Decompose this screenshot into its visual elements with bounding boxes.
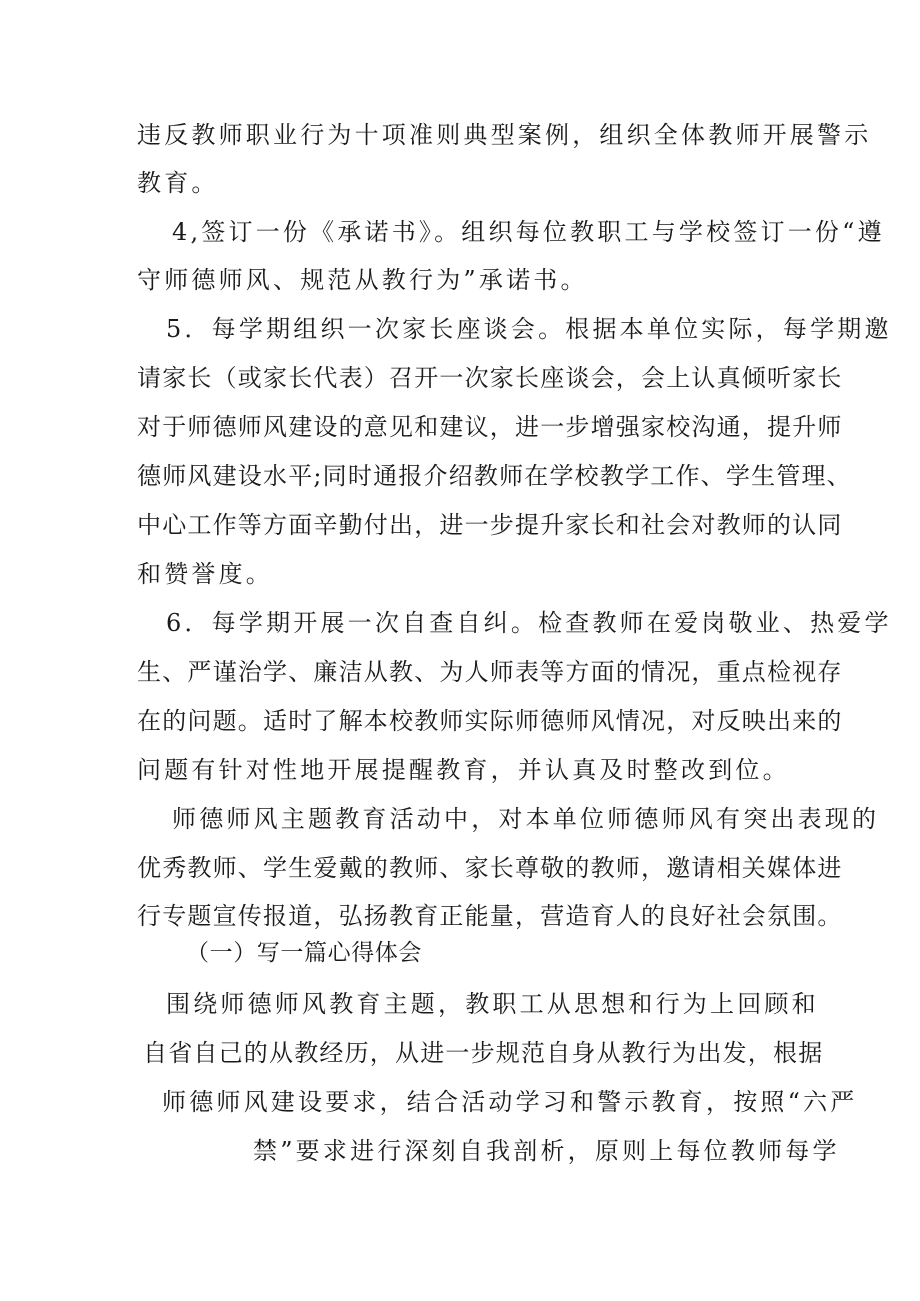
text-line: 在的问题。适时了解本校教师实际师德师风情况，对反映出来的 bbox=[137, 707, 843, 735]
text-line: 教育。 bbox=[137, 169, 219, 197]
text-line: 围绕师德师风教育主题，教职工从思想和行为上回顾和 bbox=[166, 990, 819, 1018]
text-line: 行专题宣传报道，弘扬教育正能量，营造育人的良好社会氛围。 bbox=[137, 902, 843, 930]
text-line: 师德师风建设要求，结合活动学习和警示教育，按照“六严 bbox=[162, 1088, 858, 1116]
text-line: 4,签订一份《承诺书》。组织每位教职工与学校签订一份“遵 bbox=[172, 218, 885, 246]
text-line: 6．每学期开展一次自查自纠。检查教师在爱岗敬业、热爱学 bbox=[166, 609, 892, 637]
text-line: 德师风建设水平;同时通报介绍教师在学校教学工作、学生管理、 bbox=[137, 462, 852, 490]
text-line: 问题有针对性地开展提醒教育，并认真及时整改到位。 bbox=[137, 756, 790, 784]
text-line: 守师德师风、规范从教行为”承诺书。 bbox=[137, 266, 588, 294]
text-line: 师德师风主题教育活动中，对本单位师德师风有突出表现的 bbox=[172, 805, 880, 833]
text-line: 违反教师职业行为十项准则典型案例，组织全体教师开展警示 bbox=[137, 121, 872, 149]
text-line: 5．每学期组织一次家长座谈会。根据本单位实际，每学期邀 bbox=[166, 315, 892, 343]
text-line: 生、严谨治学、廉洁从教、为人师表等方面的情况，重点检视存 bbox=[137, 658, 843, 686]
text-line: 对于师德师风建设的意见和建议，进一步增强家校沟通，提升师 bbox=[137, 413, 843, 441]
text-line: 和赞誉度。 bbox=[137, 560, 273, 588]
text-line: 优秀教师、学生爱戴的教师、家长尊敬的教师，邀请相关媒体进 bbox=[137, 854, 843, 882]
text-line: 自省自己的从教经历，从进一步规范自身从教行为出发，根据 bbox=[143, 1039, 824, 1067]
text-line: 中心工作等方面辛勤付出，进一步提升家长和社会对教师的认同 bbox=[137, 511, 843, 539]
text-line: 请家长（或家长代表）召开一次家长座谈会，会上认真倾听家长 bbox=[137, 364, 843, 392]
section-heading: （一）写一篇心得体会 bbox=[186, 940, 422, 966]
text-line: 禁”要求进行深刻自我剖析，原则上每位教师每学 bbox=[253, 1137, 840, 1165]
